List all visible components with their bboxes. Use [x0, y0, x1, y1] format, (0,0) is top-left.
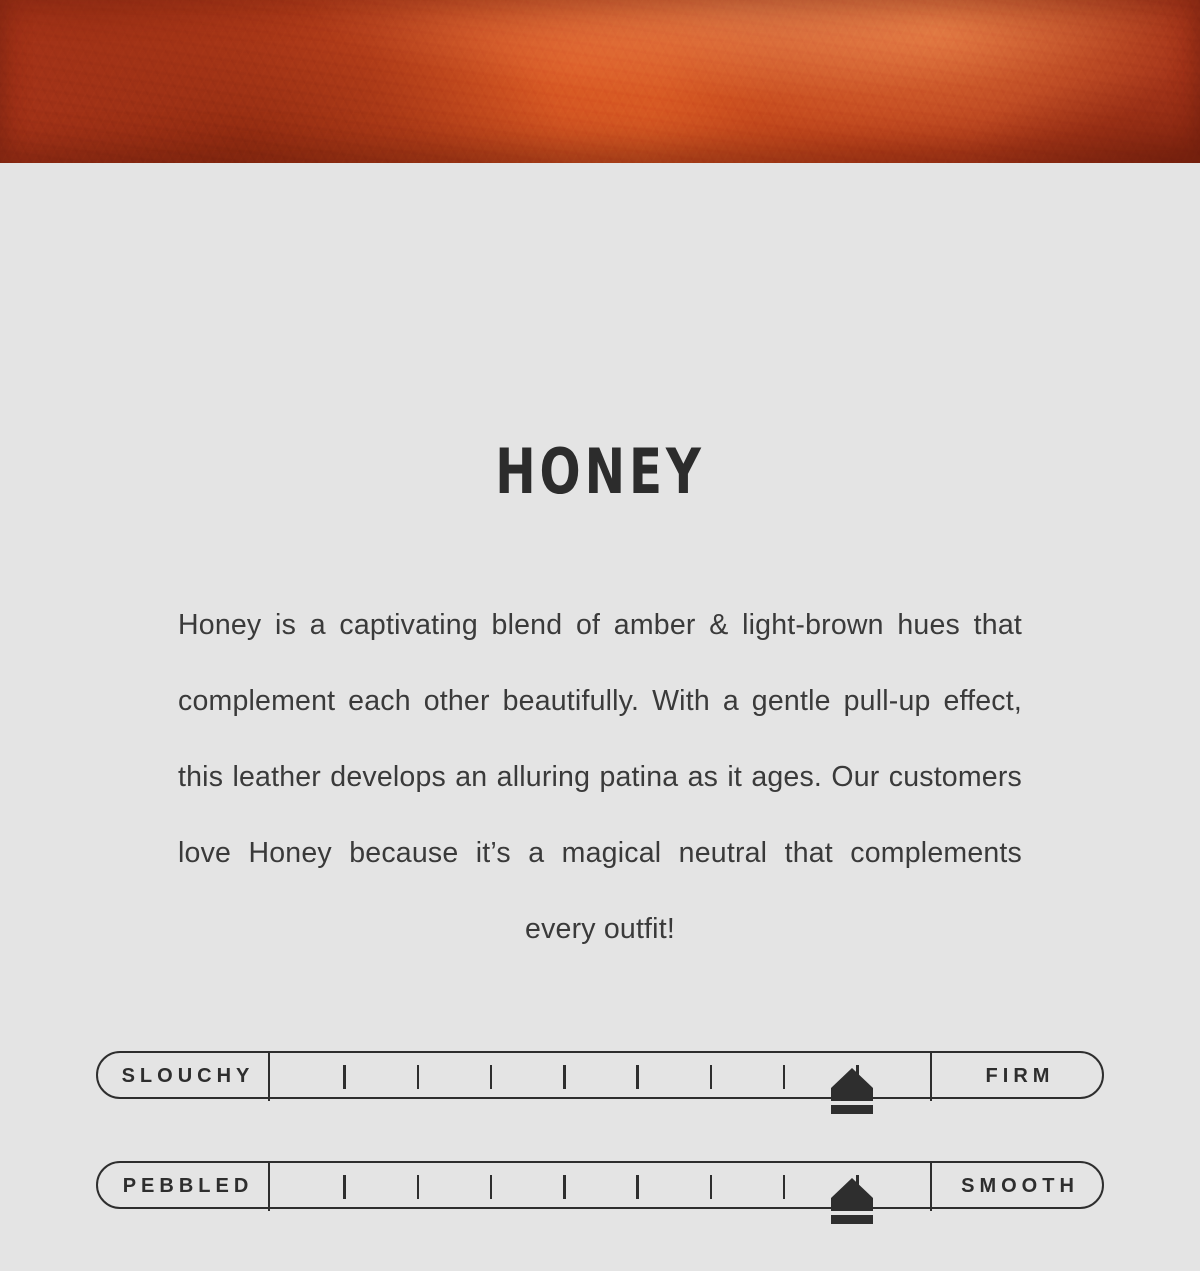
slider-track: [96, 1161, 1104, 1209]
handle-arrow-icon: [831, 1178, 873, 1198]
slider-handle-texture[interactable]: [831, 1178, 873, 1228]
slider-left-label: SLOUCHY: [98, 1053, 270, 1101]
slider-tick: [490, 1065, 493, 1089]
slider-tick: [783, 1175, 786, 1199]
slider-tick: [417, 1065, 420, 1089]
slider-handle-structure[interactable]: [831, 1068, 873, 1118]
slider-right-label: SMOOTH: [930, 1163, 1102, 1211]
slider-left-label: PEBBLED: [98, 1163, 270, 1211]
handle-bar: [831, 1215, 873, 1224]
card-content: [0, 163, 1200, 1200]
slider-right-label: FIRM: [930, 1053, 1102, 1101]
slider-texture[interactable]: [96, 1161, 1104, 1219]
attribute-sliders: [0, 1051, 1200, 1271]
slider-tick: [563, 1065, 566, 1089]
slider-tick: [636, 1065, 639, 1089]
slider-tick: [710, 1175, 713, 1199]
handle-bar: [831, 1105, 873, 1114]
honey-leather-swatch-image: [0, 0, 1200, 163]
handle-body: [831, 1088, 873, 1101]
slider-structure[interactable]: [96, 1051, 1104, 1109]
slider-tick: [563, 1175, 566, 1199]
page-title: HONEY: [495, 435, 705, 508]
slider-tick: [710, 1065, 713, 1089]
slider-tick: [343, 1175, 346, 1199]
slider-tick: [417, 1175, 420, 1199]
slider-tick: [490, 1175, 493, 1199]
leather-vignette: [0, 0, 1200, 163]
slider-track: [96, 1051, 1104, 1099]
slider-tick: [343, 1065, 346, 1089]
description-text: Honey is a captivating blend of amber & light-brown hues that complement each other beautifully. With a gentle pull-up effect, this leather develops an alluring patina as it ages. Our customers love Honey because it’s a magical neutral that complements every outfit!: [178, 609, 1022, 945]
handle-arrow-icon: [831, 1068, 873, 1088]
slider-tick: [636, 1175, 639, 1199]
slider-tick: [783, 1065, 786, 1089]
